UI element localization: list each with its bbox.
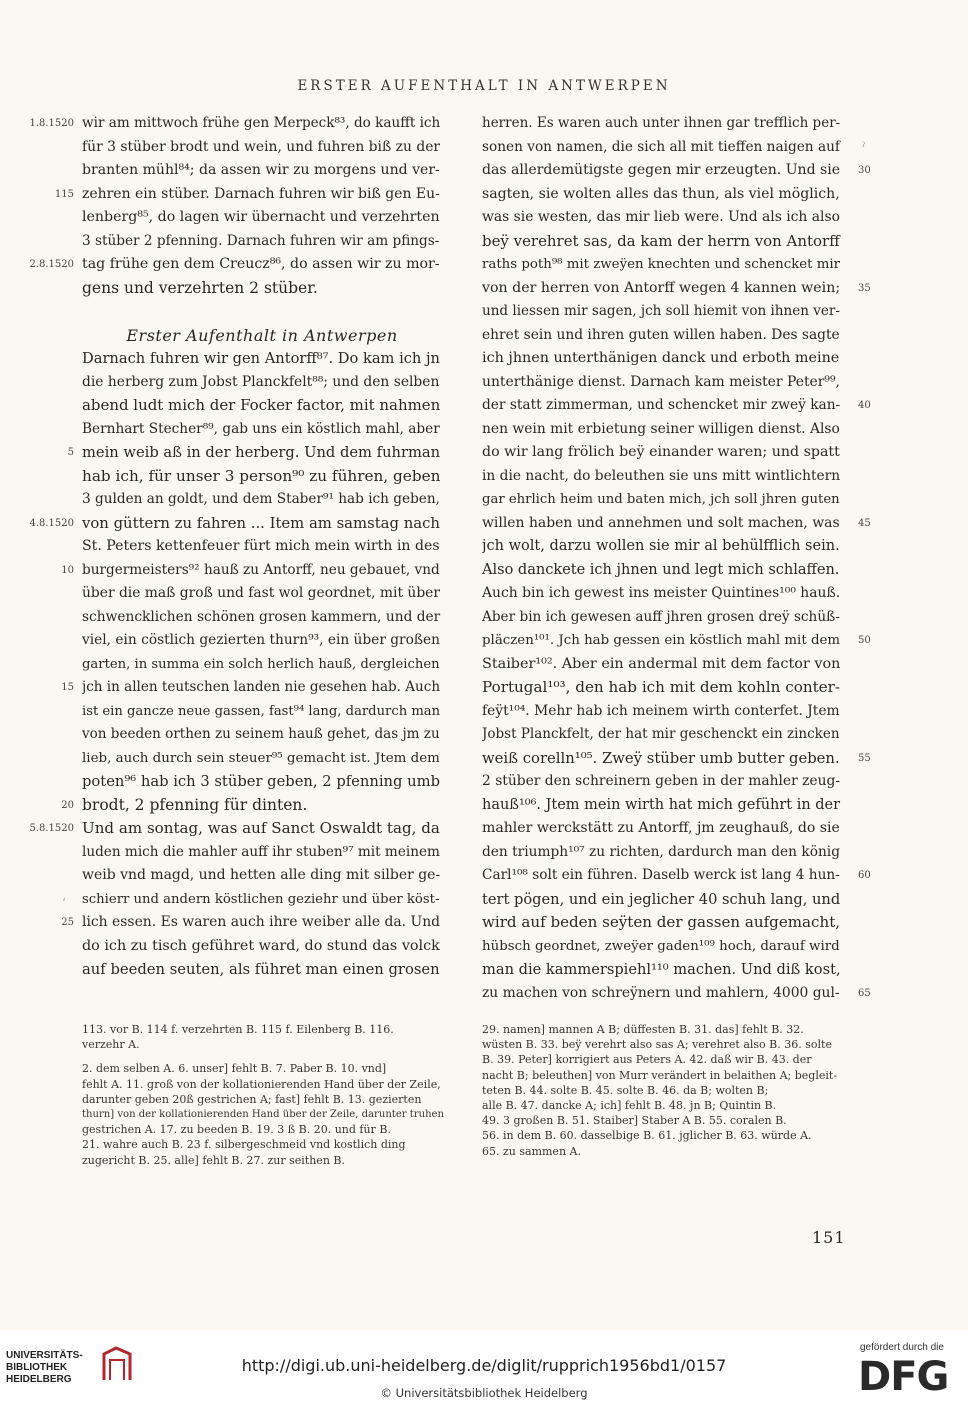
paper-mark: ʻ	[62, 896, 66, 910]
text-line: do wir lang frölich beÿ einander waren; und spatt	[482, 444, 840, 460]
right-line-number: 50	[858, 635, 871, 646]
text-line: unterthänige dienst. Darnach kam meister Peter⁹⁹,	[482, 373, 840, 390]
text-line: garten, in summa ein solch herlich hauß, dergleichen	[82, 656, 440, 672]
footnote-line: 56. in dem B. 60. dasselbige B. 61. jglicher B. 63. würde A.	[482, 1129, 812, 1143]
text-line: mein weib aß in der herberg. Und dem fuhrman	[82, 444, 441, 461]
left-margin-note: 1.8.1520	[29, 118, 74, 129]
text-line: über die maß groß und fast wol geordnet, mit über	[82, 585, 440, 601]
footnote-line: verzehr A.	[82, 1038, 140, 1052]
text-line: was sie westen, das mir lieb were. Und als ich also	[482, 209, 840, 225]
text-line: Und am sontag, was auf Sanct Oswaldt tag, da	[82, 819, 440, 837]
text-line: do ich zu tisch geführet ward, do stund das volck	[82, 937, 440, 954]
text-line: 3 stüber 2 pfenning. Darnach fuhren wir am pfings-	[82, 232, 440, 249]
text-line: mahler werckstätt zu Antorff, jm zeughauß, do sie	[482, 820, 840, 836]
right-line-number: 45	[858, 517, 871, 529]
text-line: schwencklichen schönen grosen kammern, und der	[82, 608, 441, 625]
text-line: den triumph¹⁰⁷ zu richten, dardurch man den könig	[482, 843, 840, 860]
right-footnotes	[482, 1022, 844, 1159]
footnote-line: fehlt A. 11. groß von der kollationierenden Hand über der Zeile,	[82, 1077, 441, 1091]
text-line: lich essen. Es waren auch ihre weiber alle da. Und	[82, 914, 441, 930]
text-line: viel, ein cöstlich gezierten thurn⁹³, ein über großen	[82, 632, 441, 648]
right-line-number: 30	[858, 165, 871, 176]
left-margin-note: 15	[61, 682, 74, 693]
text-line: wird auf beden seÿten der gassen aufgemacht,	[482, 913, 841, 931]
text-line: feÿt¹⁰⁴. Mehr hab ich meinem wirth conterfet. Jtem	[482, 702, 840, 719]
footnote-line: zugericht B. 25. alle] fehlt B. 27. zur seithen B.	[82, 1153, 345, 1167]
text-line: schierr und andern köstlichen geziehr und über köst-	[82, 891, 440, 907]
text-line: das allerdemütigste gegen mir erzeugten. Und sie	[482, 162, 841, 178]
text-line: von güttern zu fahren ... Item am samstag nach	[82, 514, 440, 532]
text-line: abend ludt mich der Focker factor, mit nahmen	[82, 396, 441, 414]
text-line: raths poth⁹⁸ mit zweÿen knechten und schencket mir	[482, 257, 841, 272]
text-line: burgermeisters⁹² hauß zu Antorff, neu gebauet, vnd	[82, 561, 440, 578]
text-line: von beeden orthen zu seinem hauß gehet, das jm zu	[82, 726, 440, 742]
text-line: Auch bin ich gewest ins meister Quintines¹⁰⁰ hauß.	[482, 585, 841, 601]
blank-line	[82, 300, 442, 324]
text-line: Staiber¹⁰². Aber ein andermal mit dem factor von	[482, 655, 841, 672]
page-url-link[interactable]: http://digi.ub.uni-heidelberg.de/diglit/rupprich1956bd1/0157	[241, 1356, 727, 1375]
text-line: zu machen von schreÿnern und mahlern, 4000 gul-	[482, 984, 840, 1001]
text-line: hübsch geordnet, zweÿer gaden¹⁰⁹ hoch, darauf wird	[482, 938, 840, 954]
text-line: 2 stüber den schreinern geben in der mahler zeug-	[482, 773, 841, 789]
text-line: ich jhnen unterthänigen danck und erboth meine	[482, 350, 840, 366]
footnote-line: 21. wahre auch B. 23 f. silbergeschmeid vnd kostlich ding	[82, 1138, 406, 1152]
text-line: sonen von namen, die sich all mit tieffen naigen auf	[482, 138, 840, 155]
right-line-number: 65	[858, 987, 871, 999]
footnote-line: B. 39. Peter] korrigiert aus Peters A. 42. daß wir B. 43. der	[482, 1053, 812, 1067]
left-margin-note: 25	[61, 917, 74, 928]
right-line-number: 55	[858, 752, 871, 764]
text-line: ist ein gancze neue gassen, fast⁹⁴ lang, dardurch man	[82, 703, 441, 719]
text-line: gar ehrlich heim und baten mich, jch soll jhren guten	[482, 492, 840, 507]
text-line: branten mühl⁸⁴; da assen wir zu morgens und ver-	[82, 162, 440, 178]
left-margin-note: 10	[61, 564, 74, 576]
copyright-notice: © Universitätsbibliothek Heidelberg	[380, 1386, 588, 1400]
right-text-column	[482, 112, 842, 1005]
text-line: Darnach fuhren wir gen Antorff⁸⁷. Do kam ich jn	[82, 350, 440, 367]
text-line: nen wein mit erbietung seiner willigen dienst. Also	[482, 420, 840, 437]
library-logo-line: UNIVERSITÄTS-	[6, 1350, 83, 1361]
text-line: der statt zimmerman, und schencket mir zweÿ kan-	[482, 397, 841, 413]
text-line: luden mich die mahler auff ihr stuben⁹⁷ mit meinem	[82, 843, 440, 860]
text-line: für 3 stüber brodt und wein, und fuhren biß zu der	[82, 138, 441, 155]
text-line: Aber bin ich gewesen auff jhren grosen dreÿ schüß-	[482, 608, 840, 625]
text-line: brodt, 2 pfenning für dinten.	[82, 795, 308, 814]
library-logo-line: BIBLIOTHEK	[6, 1362, 68, 1373]
text-line: Carl¹⁰⁸ solt ein führen. Daselb werck ist lang 4 hun-	[482, 867, 840, 883]
text-line: hab ich, für unser 3 person⁹⁰ zu führen, geben	[82, 466, 441, 485]
text-line: Also danckete ich jhnen und legt mich schlaffen.	[482, 561, 840, 578]
text-line: gens und verzehrten 2 stüber.	[82, 278, 318, 297]
text-line: zehren ein stüber. Darnach fuhren wir biß gen Eu-	[82, 185, 440, 202]
funder-caption: gefördert durch die	[860, 1342, 944, 1353]
footnote-line: nacht B; beleuthen] von Murr verändert in belaithen A; begleit-	[482, 1068, 838, 1082]
footnote-line: 2. dem selben A. 6. unser] fehlt B. 7. Paber B. 10. vnd]	[82, 1062, 387, 1076]
text-line: jch wolt, darzu wollen sie mir al behülfflich sein.	[482, 538, 840, 554]
section-heading: Erster Aufenthalt in Antwerpen	[126, 325, 398, 345]
left-margin-note: 115	[54, 188, 74, 200]
text-line: man die kammerspiehl¹¹⁰ machen. Und diß kost,	[482, 961, 841, 978]
text-line: poten⁹⁶ hab ich 3 stüber geben, 2 pfenning umb	[82, 773, 441, 790]
text-line: tag frühe gen dem Creucz⁸⁶, do assen wir zu mor-	[82, 256, 440, 272]
text-line: lenberg⁸⁵, do lagen wir übernacht und verzehrten	[82, 209, 440, 225]
text-line: Bernhart Stecher⁸⁹, gab uns ein köstlich mahl, aber	[82, 420, 440, 437]
footnote-line: thurn] von der kollationierenden Hand über der Zeile, darunter truhen	[82, 1108, 444, 1120]
footnote-line: alle B. 47. dancke A; ich] fehlt B. 48. jn B; Quintin B.	[482, 1098, 777, 1112]
paper-mark: ˀ	[862, 140, 866, 154]
text-line: sagten, sie wolten alles das thun, als viel möglich,	[482, 185, 840, 202]
text-line: herren. Es waren auch unter ihnen gar trefflich per-	[482, 115, 841, 131]
right-line-number: 35	[858, 282, 871, 294]
left-margin-note: 5	[67, 447, 74, 458]
text-line: auf beeden seuten, als führet man einen grosen	[82, 961, 440, 978]
left-text-column	[82, 112, 442, 982]
left-margin-note: 5.8.1520	[29, 823, 74, 834]
left-margin-note: 20	[61, 799, 74, 811]
text-line: 3 gulden an goldt, und dem Staber⁹¹ hab ich geben,	[82, 491, 440, 507]
footnote-line: 29. namen] mannen A B; düffesten B. 31. das] fehlt B. 32.	[482, 1023, 804, 1036]
footnote-line: 113. vor B. 114 f. verzehrten B. 115 f. Eilenberg B. 116.	[82, 1023, 394, 1036]
left-margin-note: 4.8.1520	[29, 517, 74, 529]
text-line: weib vnd magd, und hetten alle ding mit silber ge-	[82, 867, 441, 883]
right-line-number: 40	[858, 400, 871, 411]
text-line: hauß¹⁰⁶. Jtem mein wirth hat mich geführt in der	[482, 796, 841, 813]
text-line: die herberg zum Jobst Planckfelt⁸⁸; und den selben	[82, 373, 440, 390]
footnote-line: 49. 3 großen B. 51. Staiber] Staber A B. 55. coralen B.	[482, 1114, 787, 1128]
text-line: und liessen mir sagen, jch soll hiemit von ihnen ver-	[482, 303, 840, 319]
text-line: pläczen¹⁰¹. Jch hab gessen ein köstlich mahl mit dem	[482, 633, 841, 648]
footnote-gap	[82, 1052, 446, 1061]
dfg-logo[interactable]: DFG	[858, 1354, 949, 1400]
footnote-line: gestrichen A. 17. zu beeden B. 19. 3 ß B. 20. und für B.	[82, 1123, 391, 1137]
left-footnotes	[82, 1022, 446, 1168]
text-line: Portugal¹⁰³, den hab ich mit dem kohln conter-	[482, 678, 841, 696]
footnote-line: 65. zu sammen A.	[482, 1144, 581, 1158]
text-line: in die nacht, do beleuthen sie uns mitt wintlichtern	[482, 467, 841, 484]
text-line: wir am mittwoch frühe gen Merpeck⁸³, do kaufft ich	[82, 115, 441, 131]
text-line: jch in allen teutschen landen nie gesehen hab. Auch	[82, 679, 441, 695]
running-head: ERSTER AUFENTHALT IN ANTWERPEN	[297, 78, 671, 94]
text-line: weiß corelln¹⁰⁵. Zweÿ stüber umb butter geben.	[482, 749, 840, 767]
text-line: lieb, auch durch sein steuer⁹⁵ gemacht ist. Jtem dem	[82, 750, 440, 766]
footnote-line: darunter geben 20ß gestrichen A; fast] fehlt B. 13. gezierten	[82, 1092, 422, 1106]
digitization-footer	[0, 1330, 968, 1412]
text-line: St. Peters kettenfeuer fürt mich mein wirth in des	[82, 538, 440, 554]
page-number: 151	[812, 1228, 846, 1247]
text-line: Jobst Planckfelt, der hat mir geschenckt ein zincken	[482, 726, 840, 742]
text-line: tert pögen, und ein jeglicher 40 schuh lang, und	[482, 890, 841, 908]
text-line: ehret sein und ihren guten willen haben. Des sagte	[482, 326, 840, 343]
right-line-number: 60	[858, 870, 871, 881]
text-line: beÿ verehret sas, da kam der herrn von Antorff	[482, 231, 840, 250]
left-margin-note: 2.8.1520	[29, 259, 74, 270]
library-logo-line: HEIDELBERG	[6, 1374, 72, 1385]
footnote-line: teten B. 44. solte B. 45. solte B. 46. da B; wolten B;	[482, 1083, 769, 1097]
text-line: willen haben und annehmen und solt machen, was	[482, 514, 840, 531]
text-line: von der herren von Antorff wegen 4 kannen wein;	[482, 279, 841, 296]
footnote-line: wüsten B. 33. beÿ verehrt also sas A; verehret also B. 36. solte	[482, 1038, 832, 1052]
